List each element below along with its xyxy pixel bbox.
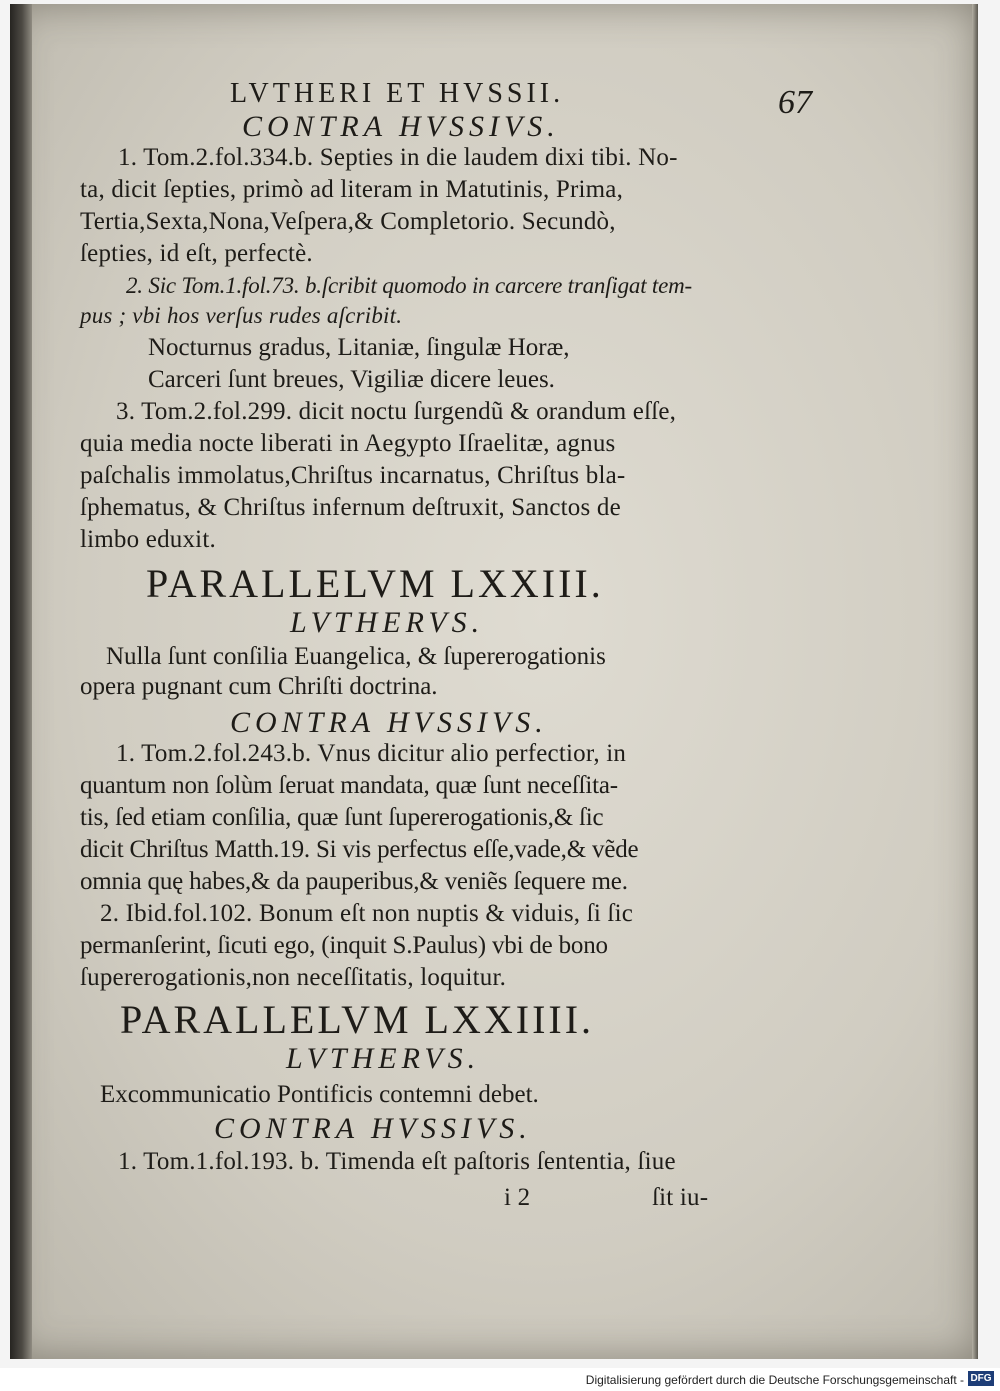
running-head: LVTHERI ET HVSSII. <box>230 78 565 109</box>
text-line: ſepties, id eſt, perfectè. <box>80 240 313 267</box>
proposition-line: Excommunicatio Pontificis contemni debet. <box>100 1081 539 1108</box>
verse-line: Nocturnus gradus, Litaniæ, ſingulæ Horæ, <box>148 334 570 361</box>
author-heading: LVTHERVS. <box>290 606 485 639</box>
text-line: permanſerint, ſicuti ego, (inquit S.Paulus) vbi de bono <box>80 932 608 959</box>
dfg-logo: DFG <box>968 1371 994 1386</box>
text-line: limbo eduxit. <box>80 526 216 553</box>
parallel-title-73: PARALLELVM LXXIII. <box>146 561 604 606</box>
author-heading: LVTHERVS. <box>286 1042 481 1075</box>
text-line: 2. Ibid.fol.102. Bonum eſt non nuptis & viduis, ſi ſic <box>100 900 634 927</box>
parallel-title-74: PARALLELVM LXXIIII. <box>120 997 595 1042</box>
text-line: ſupererogationis,non neceſſitatis, loquitur. <box>80 964 507 991</box>
text-line: omnia quę habes,& da pauperibus,& veniẽs ſequere me. <box>80 868 628 895</box>
book-binding-edge <box>10 4 32 1359</box>
text-line: Tertia,Sexta,Nona,Veſpera,& Completorio. Secundò, <box>80 208 616 235</box>
proposition-line: opera pugnant cum Chriſti doctrina. <box>80 673 438 700</box>
text-line: 1. Tom.2.fol.334.b. Septies in die laudem dixi tibi. No- <box>118 144 678 171</box>
text-line: 2. Sic Tom.1.fol.73. b.ſcribit quomodo in carcere tranſigat tem- <box>126 273 692 298</box>
footer-credit: Digitalisierung gefördert durch die Deutsche Forschungsgemeinschaft - <box>585 1373 964 1387</box>
text-line: pus ; vbi hos verſus rudes aſcribit. <box>80 303 403 328</box>
text-line: 1. Tom.2.fol.243.b. Vnus dicitur alio perfectior, in <box>116 740 627 767</box>
text-line: quantum non ſolùm ſeruat mandata, quæ ſunt neceſſita- <box>80 772 618 799</box>
text-line: tis, ſed etiam conſilia, quæ ſunt ſupererogationis,& ſic <box>80 804 604 831</box>
text-line: 1. Tom.1.fol.193. b. Timenda eſt paſtoris ſententia, ſiue <box>118 1148 676 1175</box>
section-heading-contra: CONTRA HVSSIVS. <box>230 706 548 739</box>
section-heading-contra: CONTRA HVSSIVS. <box>214 1112 532 1145</box>
catchword: ſit iu- <box>652 1184 709 1211</box>
text-line: dicit Chriſtus Matth.19. Si vis perfectus eſſe,vade,& vẽde <box>80 836 639 863</box>
page-right-edge <box>972 4 978 1359</box>
text-line: 3. Tom.2.fol.299. dicit noctu ſurgendũ & orandum eſſe, <box>116 398 677 425</box>
text-line: quia media nocte liberati in Aegypto Iſraelitæ, agnus <box>80 430 616 457</box>
text-line: ta, dicit ſepties, primò ad literam in Matutinis, Prima, <box>80 176 624 203</box>
text-line: paſchalis immolatus,Chriſtus incarnatus, Chriſtus bla- <box>80 462 626 489</box>
page-number: 67 <box>778 84 812 121</box>
section-heading-contra: CONTRA HVSSIVS. <box>242 110 560 143</box>
verse-line: Carceri ſunt breues, Vigiliæ dicere leues. <box>148 366 555 393</box>
signature-mark: i 2 <box>504 1184 531 1211</box>
text-line: ſphematus, & Chriſtus infernum deſtruxit, Sanctos de <box>80 494 621 521</box>
proposition-line: Nulla ſunt conſilia Euangelica, & ſupererogationis <box>106 643 606 670</box>
